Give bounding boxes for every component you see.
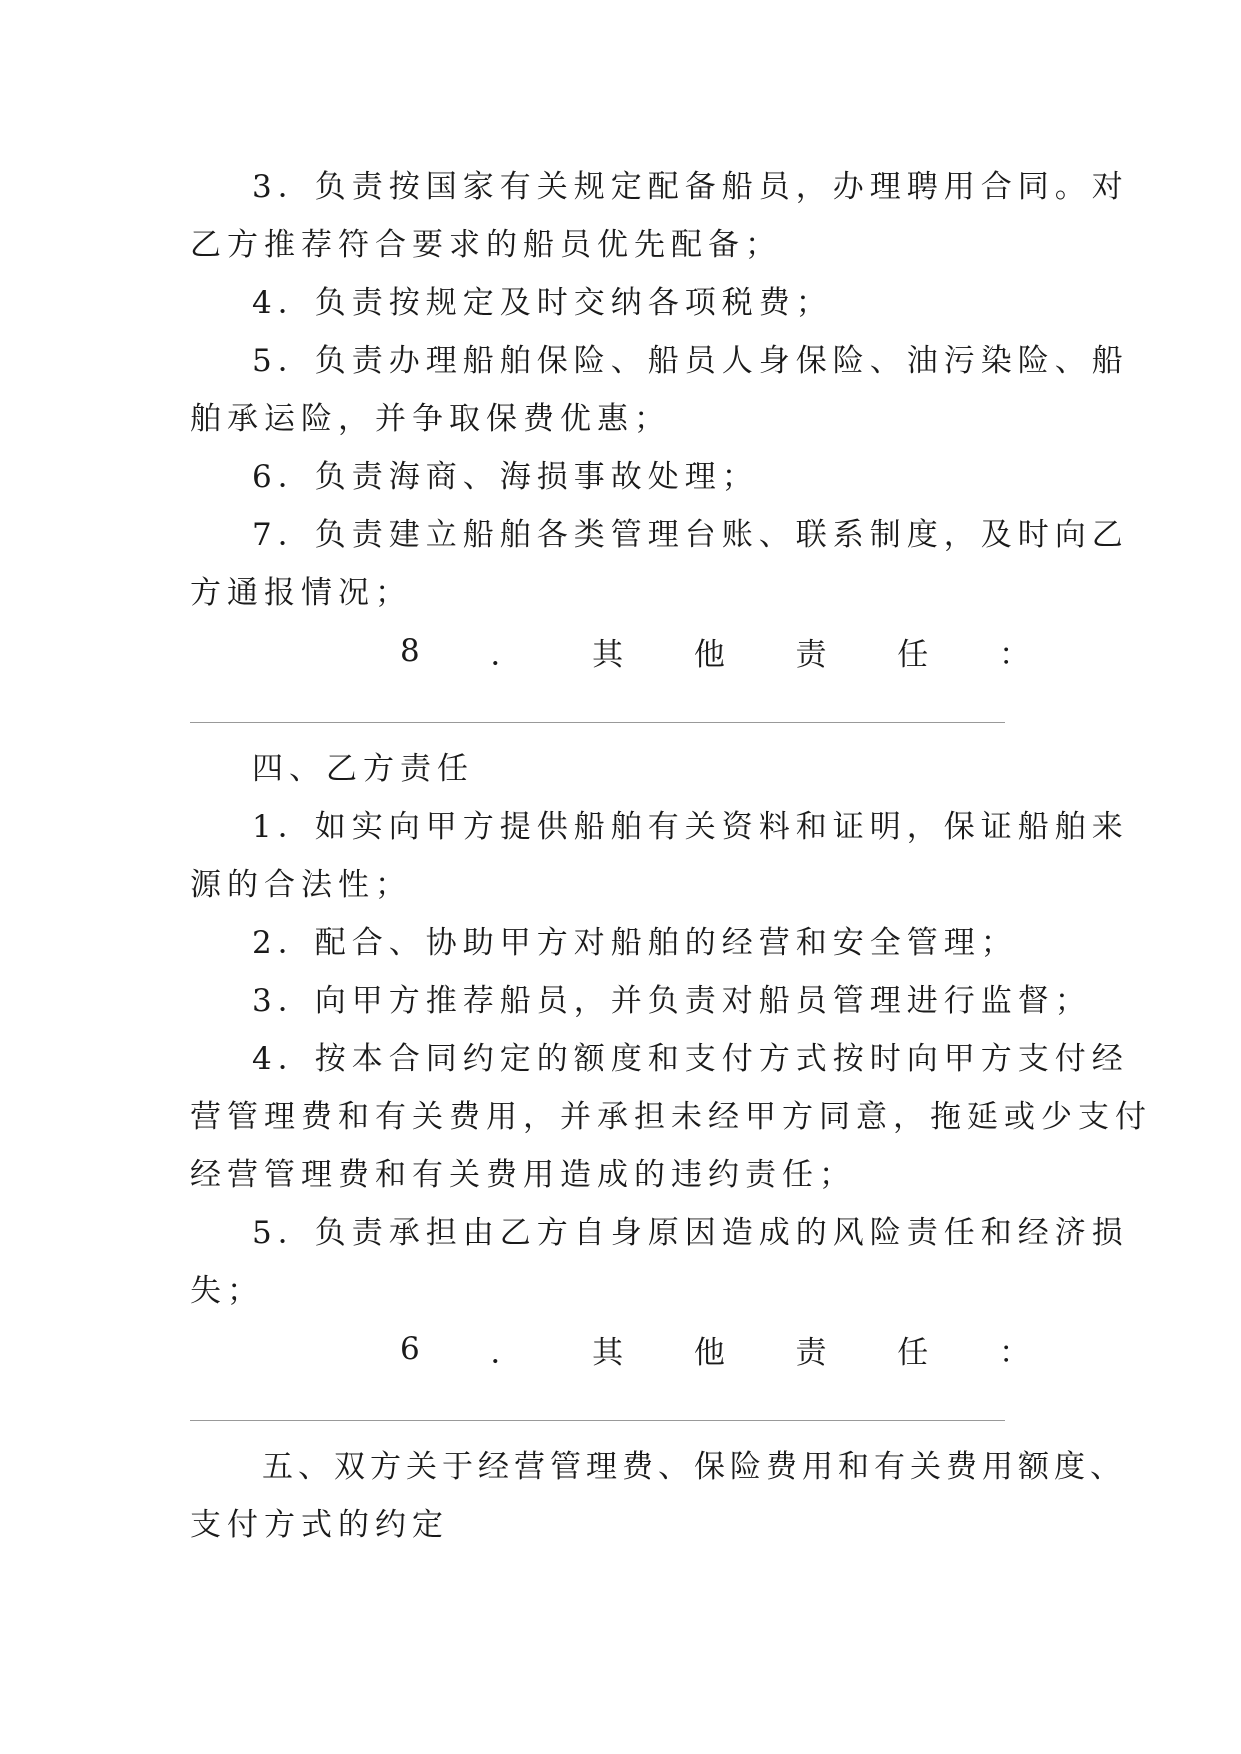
yi-duty-5-line2: 失； — [190, 1273, 264, 1309]
jia-duty-6: 6．负责海商、海损事故处理； — [252, 459, 759, 495]
yi-other-char-4: 任 — [897, 1334, 929, 1371]
jia-other-char-3: 责 — [795, 636, 827, 673]
yi-duty-1-line1: 1．如实向甲方提供船舶有关资料和证明，保证船舶来 — [252, 809, 1129, 845]
jia-duty-7-line1: 7．负责建立船舶各类管理台账、联系制度，及时向乙 — [252, 517, 1129, 553]
jia-duty-3-line2: 乙方推荐符合要求的船员优先配备； — [190, 227, 782, 263]
yi-other-char-3: 责 — [795, 1334, 827, 1371]
jia-other-char-5: ： — [998, 636, 1030, 673]
section5-heading-line2: 支付方式的约定 — [190, 1507, 449, 1543]
yi-duty-5-line1: 5．负责承担由乙方自身原因造成的风险责任和经济损 — [252, 1215, 1129, 1251]
yi-duty-4-line3: 经营管理费和有关费用造成的违约责任； — [190, 1157, 856, 1193]
yi-other-number: 6 — [400, 1331, 420, 1367]
yi-duty-4-line2: 营管理费和有关费用，并承担未经甲方同意，拖延或少支付 — [190, 1099, 1152, 1135]
yi-other-char-2: 他 — [693, 1334, 725, 1371]
yi-duty-4-line1: 4．按本合同约定的额度和支付方式按时向甲方支付经 — [252, 1041, 1129, 1077]
yi-duty-3: 3．向甲方推荐船员，并负责对船员管理进行监督； — [252, 983, 1092, 1019]
yi-other-dot: ． — [490, 1334, 522, 1371]
jia-other-char-2: 他 — [693, 636, 725, 673]
jia-duty-5-line2: 舶承运险，并争取保费优惠； — [190, 401, 671, 437]
jia-other-number: 8 — [400, 633, 420, 669]
jia-duty-3-line1: 3．负责按国家有关规定配备船员，办理聘用合同。对 — [252, 169, 1129, 205]
yi-other-fill-line — [190, 1420, 1005, 1421]
jia-other-dot: ． — [490, 636, 522, 673]
section4-heading: 四、乙方责任 — [252, 751, 474, 787]
jia-other-fill-line — [190, 722, 1005, 723]
yi-other-char-5: ： — [998, 1334, 1030, 1371]
yi-other-char-1: 其 — [592, 1334, 624, 1371]
yi-duty-6-other — [400, 1320, 1030, 1378]
jia-duty-4: 4．负责按规定及时交纳各项税费； — [252, 285, 833, 321]
yi-duty-2: 2．配合、协助甲方对船舶的经营和安全管理； — [252, 925, 1018, 961]
section5-heading-line1: 五、双方关于经营管理费、保险费用和有关费用额度、 — [262, 1449, 1126, 1485]
jia-duty-5-line1: 5．负责办理船舶保险、船员人身保险、油污染险、船 — [252, 343, 1129, 379]
yi-duty-1-line2: 源的合法性； — [190, 867, 412, 903]
jia-duty-8-other — [400, 622, 1030, 680]
jia-duty-7-line2: 方通报情况； — [190, 575, 412, 611]
jia-other-char-4: 任 — [897, 636, 929, 673]
jia-other-char-1: 其 — [592, 636, 624, 673]
